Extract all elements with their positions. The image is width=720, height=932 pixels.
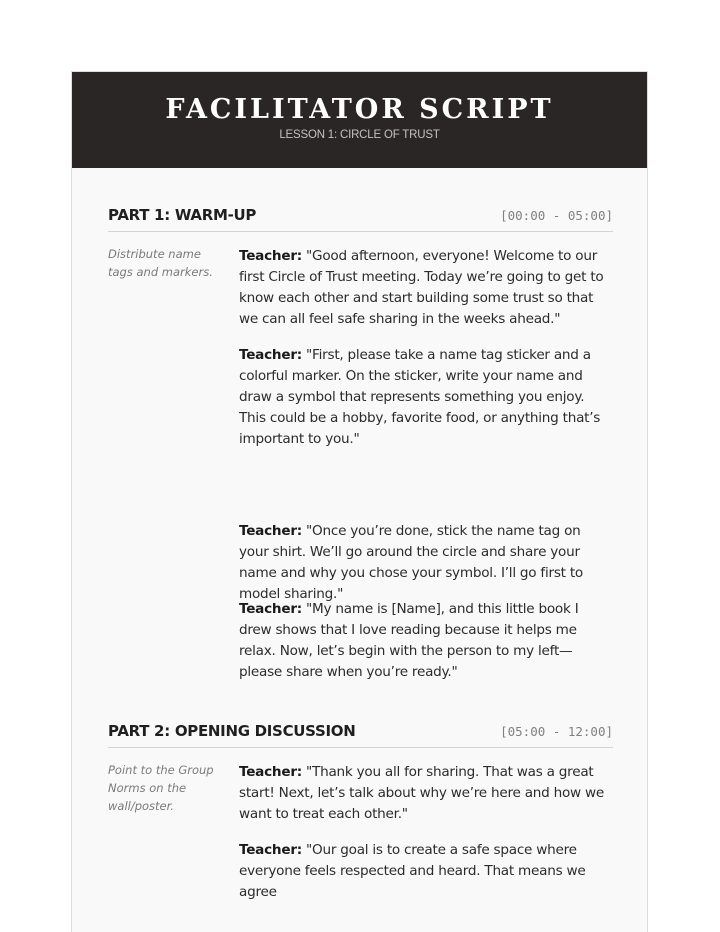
speaker-label: Teacher: [239,601,302,617]
section-timecode: [05:00 - 12:00] [500,724,613,739]
section-title: PART 2: OPENING DISCUSSION [108,722,356,740]
page-title: FACILITATOR SCRIPT [165,94,554,125]
script-paragraph [239,840,613,903]
speaker-label: Teacher: [239,764,302,780]
section-heading-part1 [108,206,613,232]
header-banner [72,72,647,168]
dialogue-text: "First, please take a name tag sticker and a colorful marker. On the sticker, write your name and draw a symbol that represents something you enjoy. This could be a hobby, favorite food, or anything that’s important to you." [239,347,601,447]
script-paragraph [239,521,613,605]
lesson-subtitle: LESSON 1: CIRCLE OF TRUST [279,129,440,141]
script-page [71,71,648,932]
section-timecode: [00:00 - 05:00] [500,208,613,223]
speaker-label: Teacher: [239,248,302,264]
section-title: PART 1: WARM-UP [108,206,257,224]
script-paragraph [239,599,613,683]
facilitator-note: Point to the Group Norms on the wall/poster. [108,763,214,813]
script-paragraph [239,345,613,450]
script-paragraph [239,762,613,825]
speaker-label: Teacher: [239,523,302,539]
speaker-label: Teacher: [239,842,302,858]
dialogue-text: "Our goal is to create a safe space where everyone feels respected and heard. That means we agree [239,842,586,900]
section-heading-part2 [108,722,613,748]
dialogue-text: "Thank you all for sharing. That was a great start! Next, let’s talk about why we’re here and how we want to treat each other." [239,764,604,822]
speaker-label: Teacher: [239,347,302,363]
script-paragraph [239,246,613,330]
dialogue-text: "My name is [Name], and this little book I drew shows that I love reading because it helps me relax. Now, let’s begin with the person to my left—please share when you’re ready." [239,601,579,680]
facilitator-note: Distribute name tags and markers. [108,247,213,279]
dialogue-text: "Once you’re done, stick the name tag on your shirt. We’ll go around the circle and share your name and why you chose your symbol. I’ll go first to model sharing." [239,523,583,602]
dialogue-text: "Good afternoon, everyone! Welcome to our first Circle of Trust meeting. Today we’re going to get to know each other and start building some trust so that we can all feel safe sharing in the weeks ahead." [239,248,604,327]
